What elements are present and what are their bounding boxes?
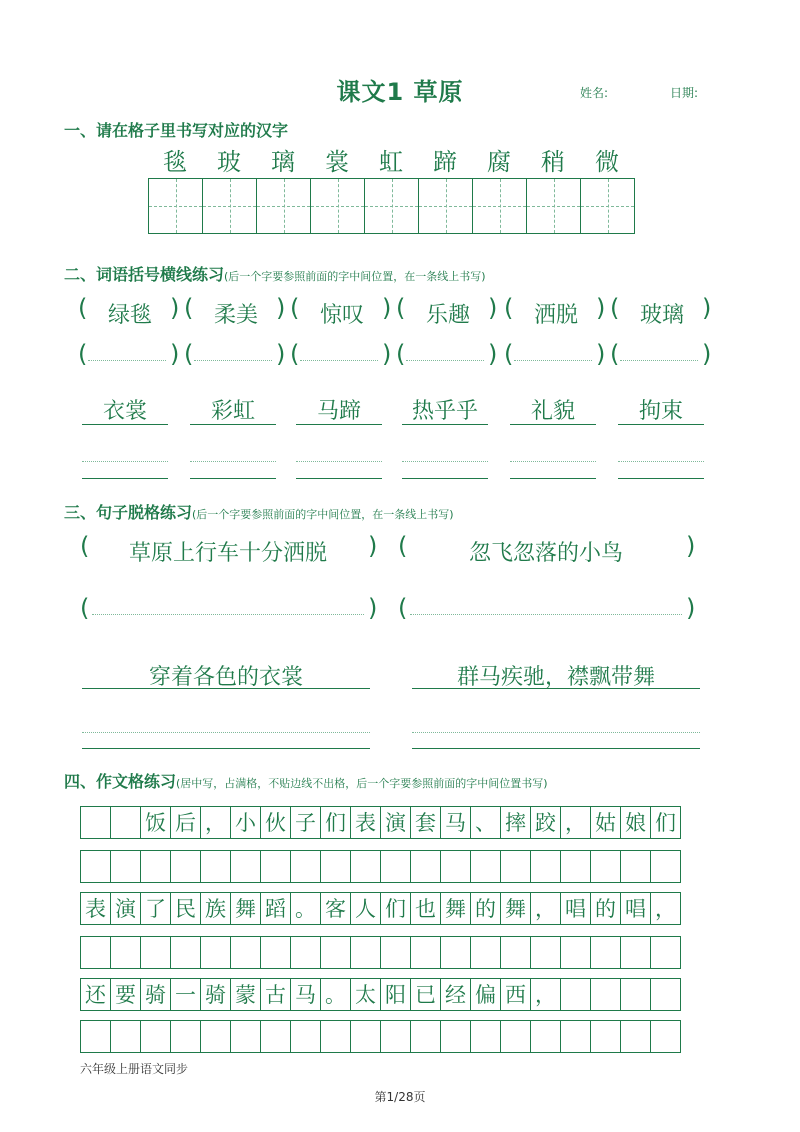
paren-word: 乐趣 bbox=[425, 303, 470, 328]
writing-line-solid bbox=[618, 478, 704, 479]
composition-cell bbox=[350, 850, 381, 883]
composition-cell: 西 bbox=[500, 978, 531, 1011]
composition-cell bbox=[350, 936, 381, 969]
composition-cell: 民 bbox=[170, 892, 201, 925]
composition-cell bbox=[590, 1020, 621, 1053]
composition-cell bbox=[530, 936, 561, 969]
paren-close: ) bbox=[702, 294, 712, 322]
dotted-writing-line bbox=[300, 360, 378, 361]
composition-cell: 舞 bbox=[230, 892, 261, 925]
writing-cell bbox=[364, 178, 419, 234]
composition-cell: ， bbox=[530, 978, 561, 1011]
writing-line-dotted bbox=[82, 461, 168, 462]
paren-close: ) bbox=[382, 340, 392, 368]
dotted-writing-line bbox=[620, 360, 698, 361]
composition-cell bbox=[260, 1020, 291, 1053]
paren-open: ( bbox=[396, 340, 406, 368]
writing-line-solid bbox=[82, 748, 370, 749]
composition-cell: 蹈 bbox=[260, 892, 291, 925]
composition-cell: ， bbox=[650, 892, 681, 925]
cell-guide-horizontal bbox=[149, 206, 202, 207]
writing-line-solid bbox=[190, 424, 276, 425]
paren-close: ) bbox=[702, 340, 712, 368]
composition-cell bbox=[650, 1020, 681, 1053]
writing-cell bbox=[526, 178, 581, 234]
composition-cell bbox=[80, 850, 111, 883]
composition-cell: 族 bbox=[200, 892, 231, 925]
composition-cell bbox=[380, 850, 411, 883]
composition-row bbox=[80, 1020, 680, 1053]
date-label: 日期: bbox=[670, 86, 699, 100]
paren-close: ) bbox=[686, 532, 696, 560]
writing-line-solid bbox=[296, 424, 382, 425]
composition-cell: 已 bbox=[410, 978, 441, 1011]
writing-cell bbox=[472, 178, 527, 234]
cell-guide-horizontal bbox=[527, 206, 580, 207]
composition-cell bbox=[650, 850, 681, 883]
composition-row bbox=[80, 850, 680, 883]
composition-cell: 的 bbox=[470, 892, 501, 925]
composition-cell: ， bbox=[530, 892, 561, 925]
section1-writing-grid bbox=[148, 178, 634, 234]
composition-cell: 演 bbox=[380, 806, 411, 839]
paren-close: ) bbox=[596, 340, 606, 368]
paren-open: ( bbox=[290, 340, 300, 368]
line-word: 拘束 bbox=[638, 399, 683, 424]
paren-open: ( bbox=[78, 340, 88, 368]
cell-guide-horizontal bbox=[257, 206, 310, 207]
composition-cell: 跤 bbox=[530, 806, 561, 839]
hint-char: 微 bbox=[595, 148, 619, 176]
composition-cell: 姑 bbox=[590, 806, 621, 839]
composition-cell: 客 bbox=[320, 892, 351, 925]
writing-line-solid bbox=[82, 688, 370, 689]
section4-title: 四、作文格练习 bbox=[64, 772, 177, 791]
dotted-writing-line bbox=[88, 360, 166, 361]
paren-close: ) bbox=[488, 340, 498, 368]
writing-line-solid bbox=[402, 424, 488, 425]
composition-cell: 演 bbox=[110, 892, 141, 925]
composition-cell bbox=[170, 1020, 201, 1053]
composition-cell: 经 bbox=[440, 978, 471, 1011]
section3-note: (后一个字要参照前面的字中间位置，在一条线上书写) bbox=[192, 508, 454, 521]
composition-cell bbox=[200, 936, 231, 969]
paren-open: ( bbox=[504, 294, 514, 322]
composition-cell: 。 bbox=[290, 892, 321, 925]
cell-guide-horizontal bbox=[365, 206, 418, 207]
composition-cell bbox=[320, 936, 351, 969]
writing-line-solid bbox=[412, 748, 700, 749]
writing-line-dotted bbox=[296, 461, 382, 462]
dotted-writing-line bbox=[410, 614, 682, 615]
composition-cell bbox=[290, 1020, 321, 1053]
hint-char: 虹 bbox=[379, 148, 403, 176]
hint-char: 毯 bbox=[163, 148, 187, 176]
writing-line-dotted bbox=[82, 732, 370, 733]
composition-cell: 也 bbox=[410, 892, 441, 925]
composition-cell bbox=[410, 1020, 441, 1053]
composition-cell bbox=[620, 1020, 651, 1053]
composition-cell: 套 bbox=[410, 806, 441, 839]
composition-cell bbox=[140, 936, 171, 969]
section2-note: (后一个字要参照前面的字中间位置，在一条线上书写) bbox=[224, 270, 486, 283]
composition-cell: 舞 bbox=[500, 892, 531, 925]
paren-close: ) bbox=[488, 294, 498, 322]
composition-cell bbox=[80, 1020, 111, 1053]
section4-heading bbox=[64, 769, 548, 792]
composition-cell bbox=[230, 850, 261, 883]
hint-char: 蹄 bbox=[433, 148, 457, 176]
paren-open: ( bbox=[610, 340, 620, 368]
composition-row bbox=[80, 936, 680, 969]
composition-cell bbox=[410, 936, 441, 969]
paren-open: ( bbox=[78, 294, 88, 322]
composition-cell bbox=[200, 850, 231, 883]
composition-cell: 骑 bbox=[140, 978, 171, 1011]
paren-sentence: 草原上行车十分洒脱 bbox=[128, 541, 327, 566]
paren-open: ( bbox=[80, 594, 90, 622]
writing-line-solid bbox=[402, 478, 488, 479]
composition-cell: 太 bbox=[350, 978, 381, 1011]
dotted-writing-line bbox=[514, 360, 592, 361]
composition-cell: 们 bbox=[320, 806, 351, 839]
writing-line-dotted bbox=[618, 461, 704, 462]
composition-cell: 骑 bbox=[200, 978, 231, 1011]
paren-close: ) bbox=[382, 294, 392, 322]
composition-cell: 饭 bbox=[140, 806, 171, 839]
composition-cell: 马 bbox=[290, 978, 321, 1011]
writing-line-solid bbox=[412, 688, 700, 689]
paren-sentence: 忽飞忽落的小鸟 bbox=[468, 541, 623, 566]
composition-cell: 们 bbox=[380, 892, 411, 925]
line-sentence: 群马疾驰，襟飘带舞 bbox=[456, 665, 655, 690]
writing-line-solid bbox=[510, 478, 596, 479]
composition-cell bbox=[260, 936, 291, 969]
composition-cell bbox=[560, 1020, 591, 1053]
composition-cell bbox=[230, 936, 261, 969]
writing-line-solid bbox=[618, 424, 704, 425]
composition-cell bbox=[530, 1020, 561, 1053]
composition-row bbox=[80, 978, 680, 1011]
composition-cell: 娘 bbox=[620, 806, 651, 839]
hint-char: 璃 bbox=[271, 148, 295, 176]
composition-cell: 唱 bbox=[560, 892, 591, 925]
composition-cell bbox=[380, 1020, 411, 1053]
composition-cell: 。 bbox=[320, 978, 351, 1011]
hint-char: 腐 bbox=[487, 148, 511, 176]
writing-line-solid bbox=[190, 478, 276, 479]
composition-cell: 、 bbox=[470, 806, 501, 839]
composition-cell bbox=[470, 1020, 501, 1053]
cell-guide-horizontal bbox=[311, 206, 364, 207]
writing-cell bbox=[310, 178, 365, 234]
composition-cell bbox=[140, 1020, 171, 1053]
page-number: 第1/28页 bbox=[374, 1090, 426, 1104]
paren-open: ( bbox=[396, 294, 406, 322]
composition-cell: 唱 bbox=[620, 892, 651, 925]
composition-cell: 了 bbox=[140, 892, 171, 925]
composition-cell: 后 bbox=[170, 806, 201, 839]
composition-cell: 表 bbox=[80, 892, 111, 925]
composition-cell: 小 bbox=[230, 806, 261, 839]
composition-cell bbox=[500, 936, 531, 969]
section4-note: (居中写，占满格，不贴边线不出格，后一个字要参照前面的字中间位置书写) bbox=[176, 777, 548, 790]
writing-line-dotted bbox=[412, 732, 700, 733]
writing-cell bbox=[580, 178, 635, 234]
composition-cell bbox=[560, 978, 591, 1011]
writing-line-dotted bbox=[402, 461, 488, 462]
composition-cell: 舞 bbox=[440, 892, 471, 925]
composition-cell: 子 bbox=[290, 806, 321, 839]
paren-close: ) bbox=[276, 340, 286, 368]
writing-line-solid bbox=[82, 478, 168, 479]
paren-close: ) bbox=[368, 594, 378, 622]
composition-cell bbox=[590, 936, 621, 969]
line-word: 彩虹 bbox=[210, 399, 255, 424]
composition-cell bbox=[260, 850, 291, 883]
composition-cell bbox=[320, 850, 351, 883]
composition-cell bbox=[620, 936, 651, 969]
writing-cell bbox=[256, 178, 311, 234]
composition-cell bbox=[110, 806, 141, 839]
paren-open: ( bbox=[290, 294, 300, 322]
composition-cell: 要 bbox=[110, 978, 141, 1011]
paren-word: 柔美 bbox=[213, 303, 258, 328]
line-word: 马蹄 bbox=[316, 399, 361, 424]
composition-cell bbox=[320, 1020, 351, 1053]
dotted-writing-line bbox=[194, 360, 272, 361]
writing-line-solid bbox=[82, 424, 168, 425]
composition-row bbox=[80, 806, 680, 839]
paren-open: ( bbox=[504, 340, 514, 368]
paren-word: 绿毯 bbox=[107, 303, 152, 328]
name-label: 姓名: bbox=[580, 86, 609, 100]
composition-cell bbox=[80, 936, 111, 969]
composition-cell bbox=[650, 936, 681, 969]
writing-cell bbox=[202, 178, 257, 234]
composition-cell: 阳 bbox=[380, 978, 411, 1011]
composition-cell: 马 bbox=[440, 806, 471, 839]
writing-line-dotted bbox=[190, 461, 276, 462]
paren-open: ( bbox=[184, 294, 194, 322]
composition-cell: ， bbox=[200, 806, 231, 839]
paren-close: ) bbox=[596, 294, 606, 322]
composition-cell bbox=[110, 1020, 141, 1053]
composition-cell bbox=[470, 936, 501, 969]
composition-cell: 还 bbox=[80, 978, 111, 1011]
paren-close: ) bbox=[170, 340, 180, 368]
composition-cell: 古 bbox=[260, 978, 291, 1011]
paren-word: 玻璃 bbox=[639, 303, 684, 328]
hint-char: 裳 bbox=[325, 148, 349, 176]
composition-cell bbox=[560, 936, 591, 969]
composition-cell bbox=[80, 806, 111, 839]
composition-cell: ， bbox=[560, 806, 591, 839]
composition-cell bbox=[140, 850, 171, 883]
composition-cell bbox=[530, 850, 561, 883]
composition-cell bbox=[230, 1020, 261, 1053]
writing-cell bbox=[148, 178, 203, 234]
section1-char-hints bbox=[148, 142, 634, 177]
composition-cell bbox=[290, 936, 321, 969]
paren-close: ) bbox=[170, 294, 180, 322]
paren-close: ) bbox=[276, 294, 286, 322]
paren-open: ( bbox=[398, 532, 408, 560]
paren-word: 惊叹 bbox=[319, 303, 364, 328]
dotted-writing-line bbox=[92, 614, 364, 615]
line-word: 热乎乎 bbox=[411, 399, 478, 424]
paren-open: ( bbox=[80, 532, 90, 560]
writing-line-dotted bbox=[510, 461, 596, 462]
page-title: 课文1 草原 bbox=[336, 78, 464, 106]
cell-guide-horizontal bbox=[581, 206, 634, 207]
composition-cell bbox=[440, 936, 471, 969]
composition-cell bbox=[500, 850, 531, 883]
composition-cell bbox=[650, 978, 681, 1011]
paren-open: ( bbox=[610, 294, 620, 322]
composition-cell: 伙 bbox=[260, 806, 291, 839]
composition-cell bbox=[620, 978, 651, 1011]
cell-guide-horizontal bbox=[419, 206, 472, 207]
paren-close: ) bbox=[686, 594, 696, 622]
composition-cell bbox=[590, 978, 621, 1011]
composition-cell: 一 bbox=[170, 978, 201, 1011]
hint-char: 玻 bbox=[217, 148, 241, 176]
writing-line-solid bbox=[510, 424, 596, 425]
composition-cell: 们 bbox=[650, 806, 681, 839]
composition-cell: 摔 bbox=[500, 806, 531, 839]
composition-cell bbox=[110, 850, 141, 883]
composition-cell: 蒙 bbox=[230, 978, 261, 1011]
paren-close: ) bbox=[368, 532, 378, 560]
cell-guide-horizontal bbox=[203, 206, 256, 207]
section1-heading: 一、请在格子里书写对应的汉字 bbox=[64, 121, 289, 140]
composition-cell bbox=[290, 850, 321, 883]
composition-cell bbox=[470, 850, 501, 883]
line-word: 礼貌 bbox=[530, 399, 575, 424]
composition-cell bbox=[620, 850, 651, 883]
composition-row bbox=[80, 892, 680, 925]
writing-line-solid bbox=[296, 478, 382, 479]
composition-cell bbox=[170, 936, 201, 969]
paren-word: 洒脱 bbox=[533, 303, 578, 328]
line-sentence: 穿着各色的衣裳 bbox=[148, 665, 303, 690]
composition-cell: 人 bbox=[350, 892, 381, 925]
section3-heading bbox=[64, 500, 454, 523]
line-word: 衣裳 bbox=[102, 399, 147, 424]
composition-cell: 表 bbox=[350, 806, 381, 839]
cell-guide-horizontal bbox=[473, 206, 526, 207]
composition-cell: 偏 bbox=[470, 978, 501, 1011]
composition-cell bbox=[110, 936, 141, 969]
composition-cell: 的 bbox=[590, 892, 621, 925]
composition-cell bbox=[560, 850, 591, 883]
section2-title: 二、词语括号横线练习 bbox=[64, 265, 225, 284]
composition-cell bbox=[200, 1020, 231, 1053]
composition-cell bbox=[440, 850, 471, 883]
hint-char: 稍 bbox=[541, 148, 565, 176]
paren-open: ( bbox=[398, 594, 408, 622]
composition-cell bbox=[500, 1020, 531, 1053]
book-label: 六年级上册语文同步 bbox=[80, 1062, 189, 1076]
composition-cell bbox=[440, 1020, 471, 1053]
section3-title: 三、句子脱格练习 bbox=[64, 503, 193, 522]
composition-cell bbox=[170, 850, 201, 883]
composition-cell bbox=[590, 850, 621, 883]
section2-heading bbox=[64, 262, 486, 285]
composition-cell bbox=[410, 850, 441, 883]
paren-open: ( bbox=[184, 340, 194, 368]
composition-cell bbox=[350, 1020, 381, 1053]
dotted-writing-line bbox=[406, 360, 484, 361]
composition-cell bbox=[380, 936, 411, 969]
writing-cell bbox=[418, 178, 473, 234]
